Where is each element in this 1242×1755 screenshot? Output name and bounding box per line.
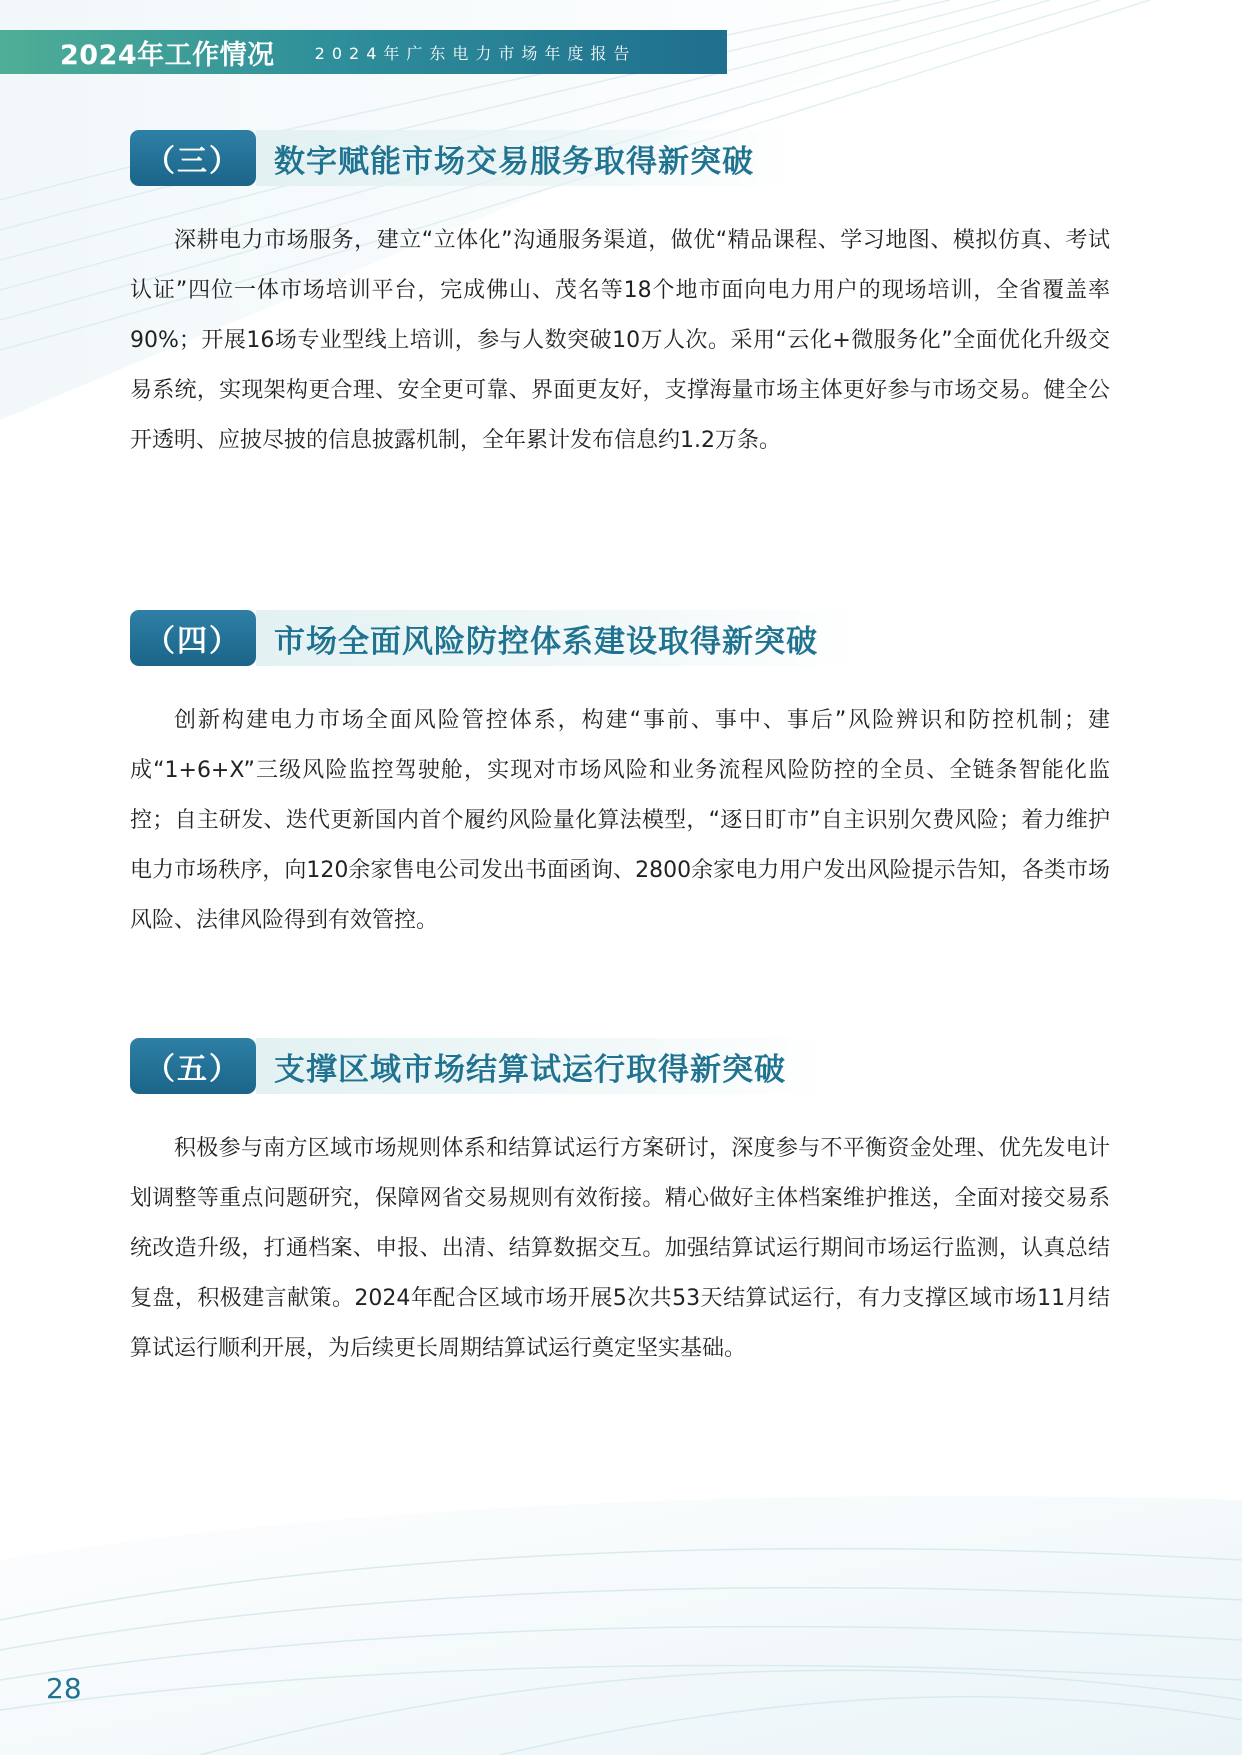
- section-5: [130, 1038, 1120, 1374]
- section-4: [130, 610, 1120, 946]
- section-number-badge: （三）: [130, 130, 256, 186]
- page-number: 28: [46, 1672, 82, 1705]
- section-heading: [130, 1038, 1120, 1094]
- section-heading: [130, 610, 1120, 666]
- section-title: 市场全面风险防控体系建设取得新突破: [256, 610, 858, 666]
- section-title: 支撑区域市场结算试运行取得新突破: [256, 1038, 826, 1094]
- section-title: 数字赋能市场交易服务取得新突破: [256, 130, 794, 186]
- section-3: [130, 130, 1120, 466]
- section-paragraph: 积极参与南方区域市场规则体系和结算试运行方案研讨，深度参与不平衡资金处理、优先发电计划调整等重点问题研究，保障网省交易规则有效衔接。精心做好主体档案维护推送，全面对接交易系统改造升级，打通档案、申报、出清、结算数据交互。加强结算试运行期间市场运行监测，认真总结复盘，积极建言献策。2024年配合区域市场开展5次共53天结算试运行，有力支撑区域市场11月结算试运行顺利开展，为后续更长周期结算试运行奠定坚实基础。: [130, 1136, 1110, 1361]
- section-heading: [130, 130, 1120, 186]
- section-paragraph: 创新构建电力市场全面风险管控体系，构建“事前、事中、事后”风险辨识和防控机制；建成“1+6+X”三级风险监控驾驶舱，实现对市场风险和业务流程风险防控的全员、全链条智能化监控；自主研发、迭代更新国内首个履约风险量化算法模型，“逐日盯市”自主识别欠费风险；着力维护电力市场秩序，向120余家售电公司发出书面函询、2800余家电力用户发出风险提示告知，各类市场风险、法律风险得到有效管控。: [130, 708, 1110, 933]
- section-number-badge: （四）: [130, 610, 256, 666]
- header-main-title: 2024年工作情况: [60, 39, 275, 71]
- header-bar: [0, 30, 727, 74]
- header-sub-title: 2024年广东电力市场年度报告: [314, 43, 637, 63]
- section-paragraph: 深耕电力市场服务，建立“立体化”沟通服务渠道，做优“精品课程、学习地图、模拟仿真、考试认证”四位一体市场培训平台，完成佛山、茂名等18个地市面向电力用户的现场培训，全省覆盖率90%；开展16场专业型线上培训，参与人数突破10万人次。采用“云化+微服务化”全面优化升级交易系统，实现架构更合理、安全更可靠、界面更友好，支撑海量市场主体更好参与市场交易。健全公开透明、应披尽披的信息披露机制，全年累计发布信息约1.2万条。: [130, 228, 1110, 453]
- section-number-badge: （五）: [130, 1038, 256, 1094]
